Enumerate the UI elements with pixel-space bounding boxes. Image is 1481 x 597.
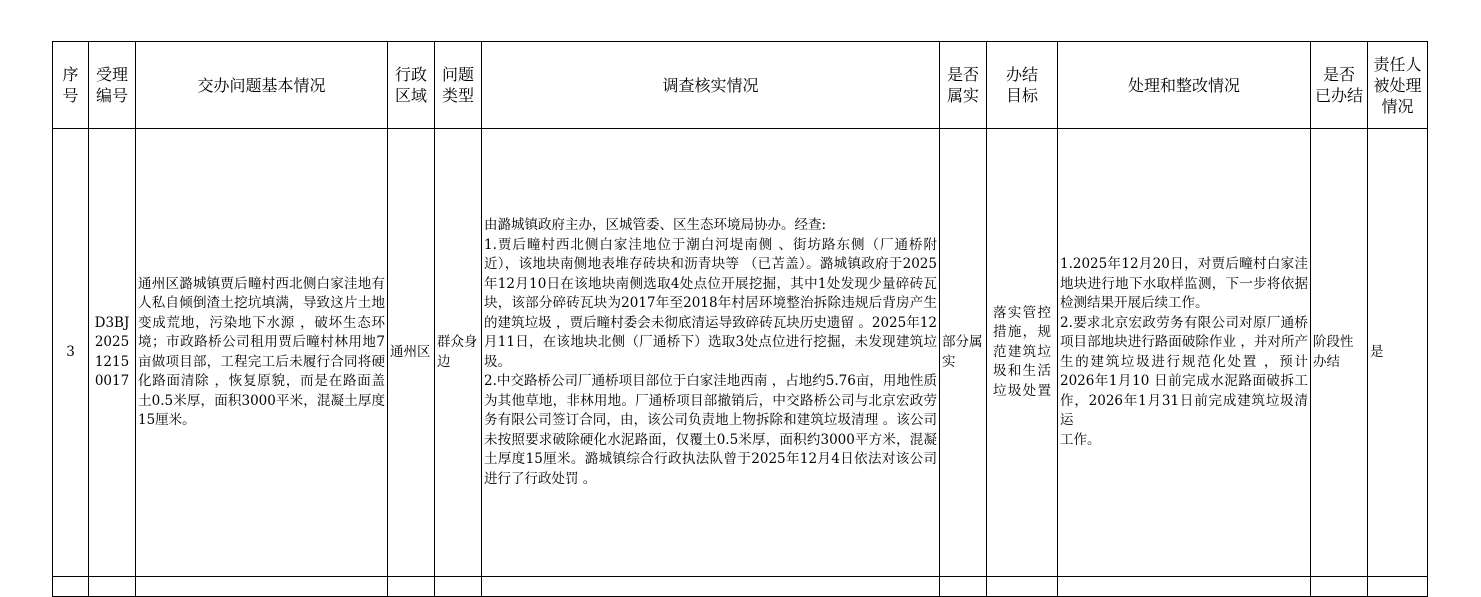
header-closed: 是否 已办结 [1311,42,1368,129]
cell-type: 群众身边 [435,129,482,577]
table-row [53,129,1428,577]
cell-handling: 1.2025年12月20日，对贾后疃村白家洼地块进行地下水取样监测，下一步将依据检测结果开展后续工作。 2.要求北京宏政劳务有限公司对原厂通桥项目部地块进行路面破除作业 ，并对所产生的建筑垃圾进行规范化处置 ，预计2026年1月10 日前完成水泥路面破拆工作，2026年1月31日前完成建筑垃圾清运 工作。 [1058,129,1311,577]
cell-seq: 3 [53,129,89,577]
cell-issue: 通州区潞城镇贾后疃村西北侧白家洼地有人私自倾倒渣土挖坑填满，导致这片土地变成荒地，污染地下水源 ，破坏生态环境；市政路桥公司租用贾后疃村林用地7亩做项目部，工程完工后未履行合同将硬化路面清除 ，恢复原貌，而是在路面盖土0.5米厚，面积3000平米，混凝土厚度15厘米。 [136,129,388,577]
header-handling: 处理和整改情况 [1058,42,1311,129]
cell-accountable: 是 [1368,129,1428,577]
cell-closed: 阶段性办结 [1311,129,1368,577]
cell-goal: 落实管控措施，规范建筑垃圾和生活垃圾处置 [987,129,1058,577]
supervision-table [52,41,1428,597]
table-row-next [53,577,1428,597]
cell-case-no: D3BJ202512150017 [89,129,136,577]
header-accountable: 责任人 被处理 情况 [1368,42,1428,129]
header-row [53,42,1428,129]
cell-district: 通州区 [388,129,435,577]
header-case-no: 受理 编号 [89,42,136,129]
cell-verified: 部分属实 [940,129,987,577]
header-investigation: 调查核实情况 [482,42,940,129]
header-district: 行政 区域 [388,42,435,129]
header-issue: 交办问题基本情况 [136,42,388,129]
header-verified: 是否 属实 [940,42,987,129]
header-seq: 序 号 [53,42,89,129]
header-type: 问题 类型 [435,42,482,129]
cell-investigation: 由潞城镇政府主办，区城管委、区生态环境局协办。经查: 1.贾后疃村西北侧白家洼地位于潮白河堤南侧 、街坊路东侧（厂通桥附近），该地块南侧地表堆存砖块和沥青块等 （已苫盖）。潞城镇政府于2025年12月10日在该地块南侧选取4处点位开展挖掘，其中1处发现少量碎砖瓦块，该部分碎砖瓦块为2017年至2018年村居环境整治拆除违规后背房产生的建筑垃圾 ，贾后疃村委会未彻底清运导致碎砖瓦块历史遗留 。2025年12月11日，在该地块北侧（厂通桥下）选取3处点位进行挖掘，未发现建筑垃圾。 2.中交路桥公司厂通桥项目部位于白家洼地西南 ，占地约5.76亩，用地性质为其他草地，非林用地。厂通桥项目部撤销后，中交路桥公司与北京宏政劳务有限公司签订合同，由，该公司负责地上物拆除和建筑垃圾清理 。该公司未按照要求破除硬化水泥路面，仅覆土0.5米厚，面积约3000平方米，混凝土厚度15厘米。潞城镇综合行政执法队曾于2025年12月4日依法对该公司进行了行政处罚 。 [482,129,940,577]
header-goal: 办结 目标 [987,42,1058,129]
